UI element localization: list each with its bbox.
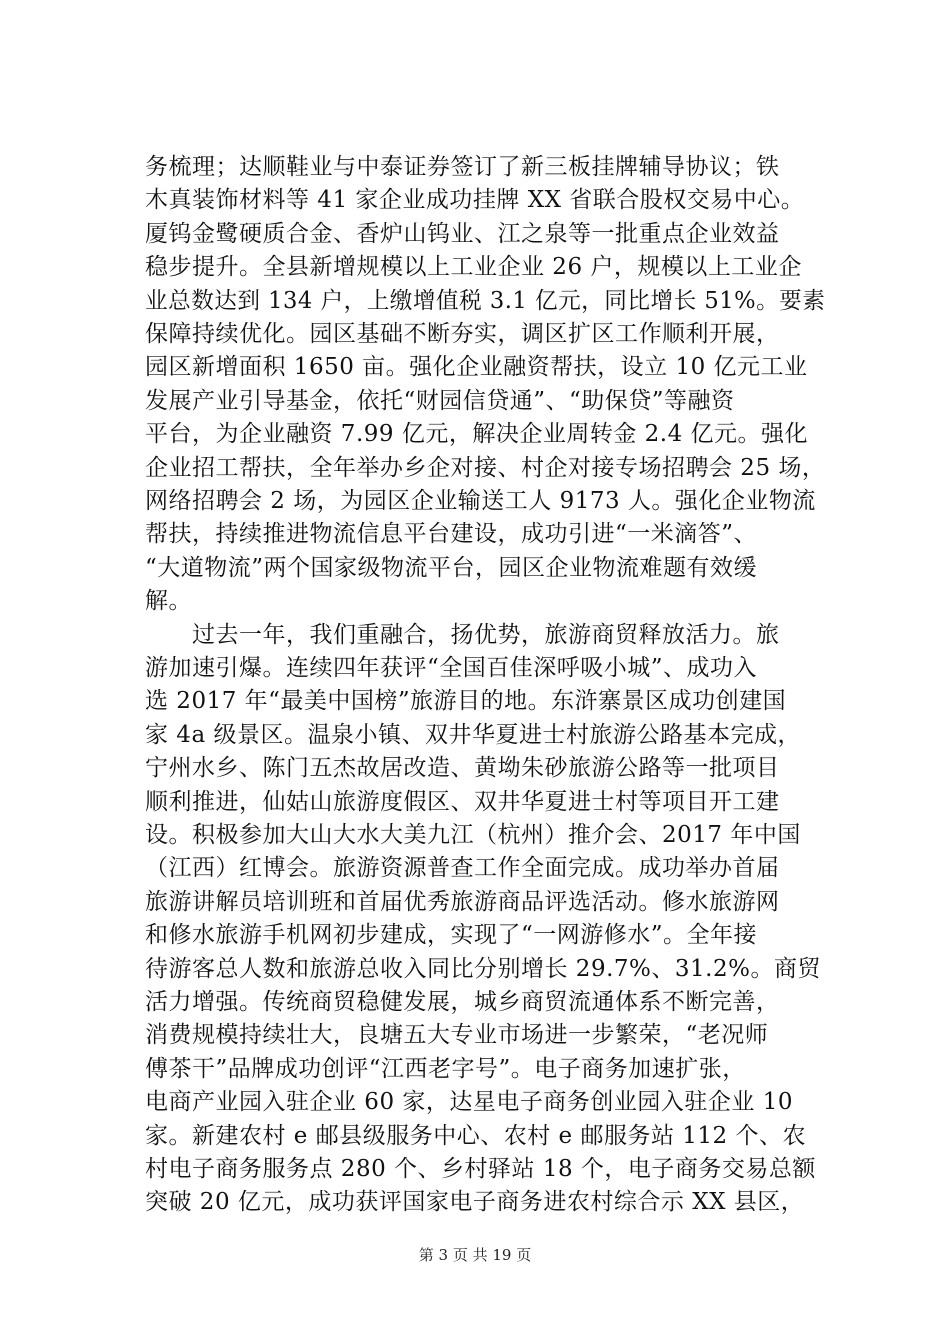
page-footer: 第 3 页 共 19 页 [418,1246,532,1264]
text-line: 企业招工帮扶，全年举办乡企对接、村企对接专场招聘会 25 场， [145,454,826,481]
text-line: 电商产业园入驻企业 60 家，达星电子商务创业园入驻企业 10 [145,1089,793,1116]
text-line: 家 4a 级景区。温泉小镇、双井华夏进士村旅游公路基本完成， [145,721,801,748]
text-line: 保障持续优化。园区基础不断夯实，调区扩区工作顺利开展， [145,321,780,347]
text-line: 家。新建农村 e 邮县级服务中心、农村 e 邮服务站 112 个、农 [145,1122,806,1149]
text-line: 村电子商务服务点 280 个、乡村驿站 18 个，电子商务交易总额 [145,1156,816,1182]
text-line: 选 2017 年“最美中国榜”旅游目的地。东浒寨景区成功创建国 [145,688,787,715]
text-line: 业总数达到 134 户，上缴增值税 3.1 亿元，同比增长 51%。要素 [145,287,826,314]
text-line: 和修水旅游手机网初步建成，实现了“一网游修水”。全年接 [145,922,758,949]
text-line: 木真装饰材料等 41 家企业成功挂牌 XX 省联合股权交易中心。 [145,187,805,214]
text-line: 突破 20 亿元，成功获评国家电子商务进农村综合示 XX 县区， [145,1189,805,1216]
text-line: 游加速引爆。连续四年获评“全国百佳深呼吸小城”、成功入 [145,655,758,681]
text-line: 顺利推进，仙姑山旅游度假区、双井华夏进士村等项目开工建 [145,788,780,815]
text-line: 务梳理；达顺鞋业与中泰证券签订了新三板挂牌辅导协议；铁 [145,154,780,180]
text-line: 设。积极参加大山大水大美九江（杭州）推介会、2017 年中国 [145,822,801,848]
text-line: 发展产业引导基金，依托“财园信贷通”、“助保贷”等融资 [145,387,735,414]
text-line: 解。 [145,588,192,615]
text-line: 旅游讲解员培训班和首届优秀旅游商品评选活动。修水旅游网 [145,888,780,915]
text-line: 宁州水乡、陈门五杰故居改造、黄坳朱砂旅游公路等一批项目 [145,755,780,782]
text-line: “大道物流”两个国家级物流平台，园区企业物流难题有效缓 [145,554,758,581]
text-line: 过去一年，我们重融合，扬优势，旅游商贸释放活力。旅 [145,621,780,648]
text-line: 消费规模持续壮大，良塘五大专业市场进一步繁荣，“老况师 [145,1022,769,1049]
text-line: 傅茶干”品牌成功创评“江西老字号”。电子商务加速扩张， [145,1055,746,1082]
text-line: 待游客总人数和旅游总收入同比分别增长 29.7%、31.2%。商贸 [145,955,821,982]
text-line: （江西）红博会。旅游资源普查工作全面完成。成功举办首届 [145,855,780,882]
text-line: 厦钨金鹭硬质合金、香炉山钨业、江之泉等一批重点企业效益 [145,220,780,247]
text-line: 平台，为企业融资 7.99 亿元，解决企业周转金 2.4 亿元。强化 [145,421,809,448]
text-line: 园区新增面积 1650 亩。强化企业融资帮扶，设立 10 亿元工业 [145,354,808,381]
text-line: 活力增强。传统商贸稳健发展，城乡商贸流通体系不断完善， [145,989,780,1015]
text-line: 网络招聘会 2 场，为园区企业输送工人 9173 人。强化企业物流 [145,488,816,514]
text-line: 帮扶，持续推进物流信息平台建设，成功引进“一米滴答”、 [145,521,758,548]
text-line: 稳步提升。全县新增规模以上工业企业 26 户，规模以上工业企 [145,254,802,281]
